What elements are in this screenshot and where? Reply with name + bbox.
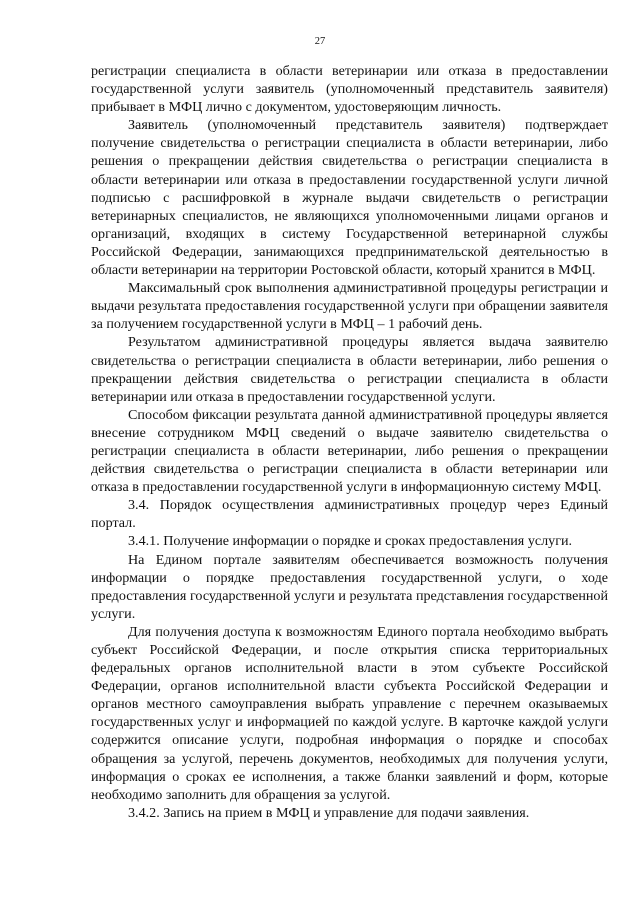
section-heading-3-4: 3.4. Порядок осуществления административных процедур через Единый портал. xyxy=(91,497,608,532)
paragraph-max-duration: Максимальный срок выполнения административной процедуры регистрации и выдачи результата предоставления государственной услуги при обращении заявителя за получением государственной услуги в МФЦ – 1 рабочий день. xyxy=(91,280,608,333)
page-number: 27 xyxy=(314,36,326,47)
paragraph-registration-continuation: регистрации специалиста в области ветеринарии или отказа в предоставлении государственной услуги заявитель (уполномоченный представитель заявителя) прибывает в МФЦ лично с документом, удостоверяющим личность. xyxy=(91,63,608,116)
paragraph-portal-information: На Едином портале заявителям обеспечивается возможность получения информации о порядке предоставления государственной услуги, о ходе предоставления государственной услуги и результата представления государственной услуги. xyxy=(91,551,608,622)
document-body xyxy=(91,62,608,822)
section-heading-3-4-2: 3.4.2. Запись на прием в МФЦ и управление для подачи заявления. xyxy=(128,804,530,821)
paragraph-portal-access: Для получения доступа к возможностям Единого портала необходимо выбрать субъект Российской Федерации, и после открытия списка территориальных федеральных органов исполнительной власти в этом субъекте Российской Федерации, органов исполнительной власти субъекта Российской Федерации и органов местного самоуправления выбрать управление с перечнем оказываемых государственных услуг и информацией по каждой услуге. В карточке каждой услуги содержится описание услуги, подробная информация о порядке и способах обращения за услугой, перечень документов, необходимых для получения услуги, информация о сроках ее исполнения, а также бланки заявлений и форм, которые необходимо заполнить для обращения за услугой. xyxy=(91,623,608,803)
section-heading-3-4-1: 3.4.1. Получение информации о порядке и сроках предоставления услуги. xyxy=(128,533,573,550)
paragraph-applicant-confirmation: Заявитель (уполномоченный представитель заявителя) подтверждает получение свидетельства о регистрации специалиста в области ветеринарии, либо решения о прекращении действия свидетельства о регистрации специалиста в области ветеринарии или отказа в предоставлении государственной услуги личной подписью с расшифровкой в журнале выдачи свидетельств о регистрации ветеринарных специалистов, не являющихся уполномоченными лицами органов и организаций, входящих в систему Государственной ветеринарной службы Российской Федерации, занимающихся предпринимательской деятельностью в области ветеринарии на территории Ростовской области, который хранится в МФЦ. xyxy=(91,117,608,279)
paragraph-result-fixation: Способом фиксации результата данной административной процедуры является внесение сотрудником МФЦ сведений о выдаче заявителю свидетельства о регистрации специалиста в области ветеринарии, либо решения о прекращении действия свидетельства о регистрации специалиста в области ветеринарии или отказа в предоставлении государственной услуги в информационную систему МФЦ. xyxy=(91,406,608,496)
paragraph-procedure-result: Результатом административной процедуры является выдача заявителю свидетельства о регистрации специалиста в области ветеринарии, либо решения о прекращении действия свидетельства о регистрации специалиста в области ветеринарии или отказа в предоставлении государственной услуги. xyxy=(91,334,608,405)
